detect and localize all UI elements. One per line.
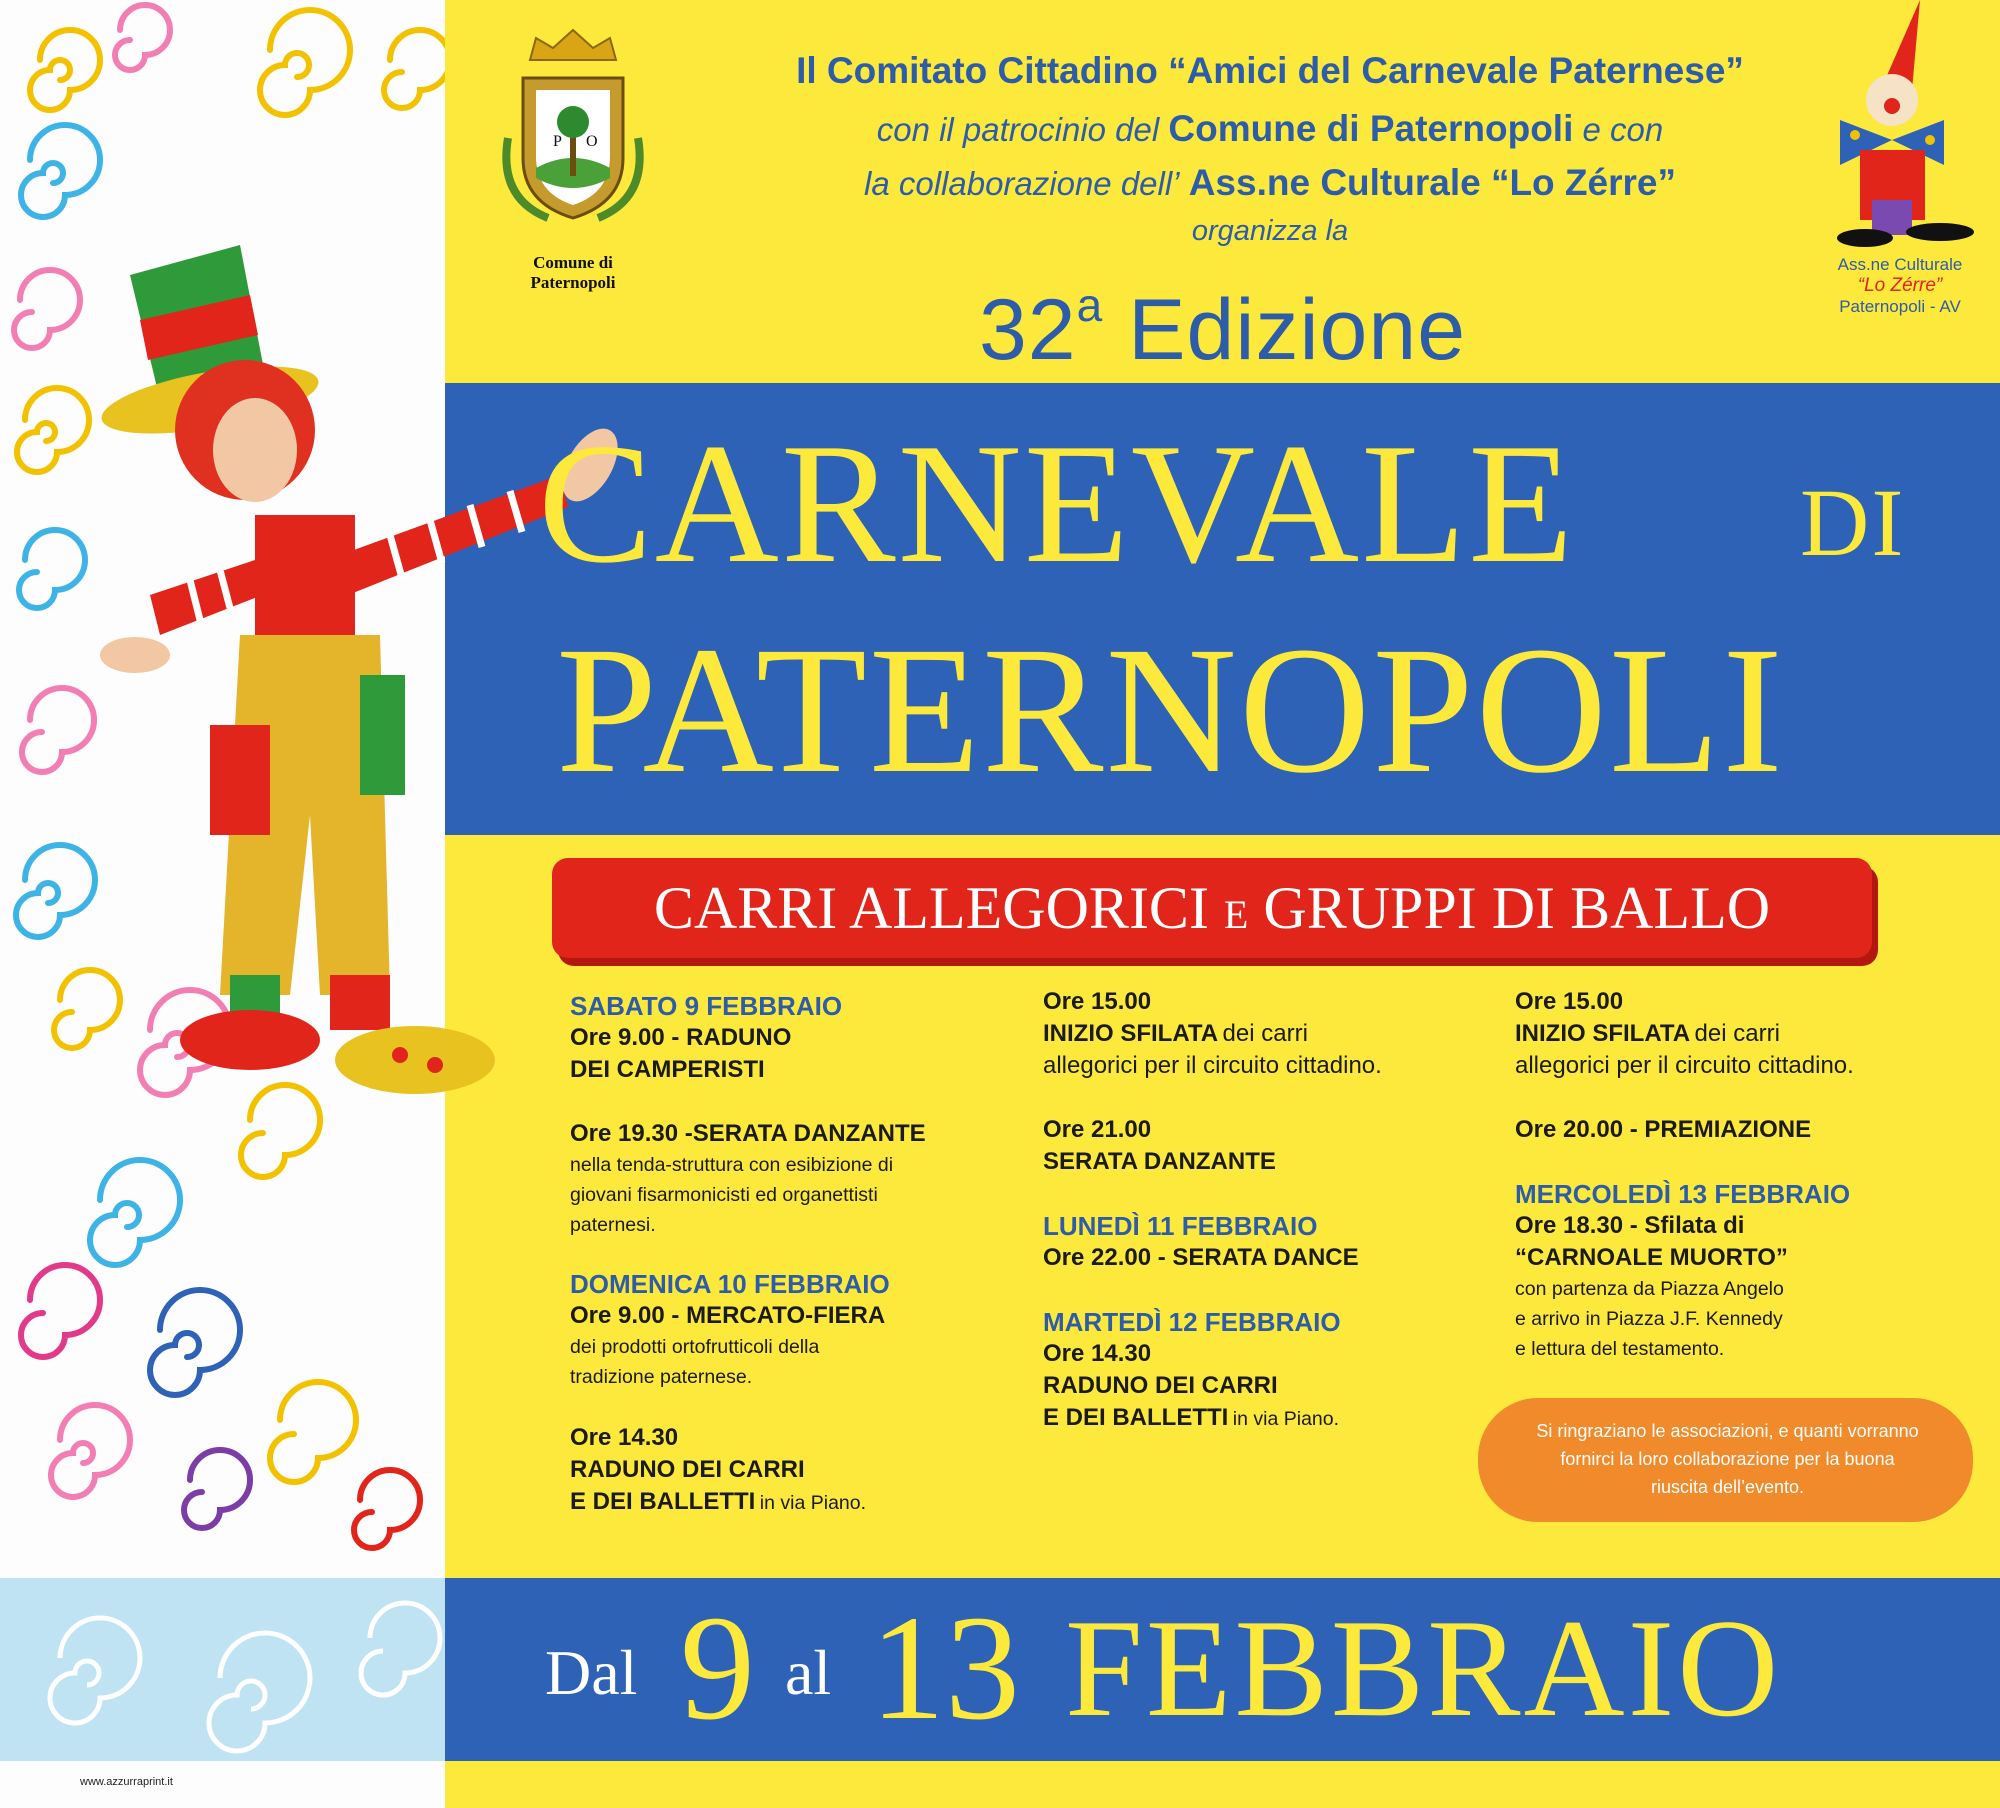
event-line: “CARNOALE MUORTO” [1515, 1244, 1788, 1271]
event-line: Ore 9.00 - RADUNO [570, 1024, 792, 1051]
emblem-label-line1: Comune di [533, 253, 613, 272]
subtitle-conjunction: E [1223, 892, 1249, 937]
event-line: Ore 15.00 [1043, 988, 1152, 1015]
day-heading: MERCOLEDÌ 13 FEBBRAIO [1515, 1179, 1851, 1209]
event-line [1043, 1402, 1483, 1434]
day-heading: LUNEDÌ 11 FEBBRAIO [1043, 1211, 1318, 1241]
subtitle-text [552, 860, 1872, 963]
dates-dal: Dal [545, 1637, 638, 1708]
event-line-bold: E DEI BALLETTI [570, 1488, 756, 1515]
program-column-2 [1043, 986, 1483, 1434]
event-title: Ore 9.00 - MERCATO-FIERA [570, 1302, 886, 1329]
day-heading: SABATO 9 FEBBRAIO [570, 991, 843, 1021]
event-line: Ore 21.00 [1043, 1116, 1152, 1143]
subtitle-part-2: GRUPPI DI BALLO [1263, 875, 1771, 941]
header-line-3-pre: la collaborazione dell’ [864, 165, 1180, 202]
dates-al: al [785, 1637, 832, 1708]
title-di: DI [1800, 469, 1906, 576]
header-line-3-bold: Ass.ne Culturale “Lo Zérre” [1188, 162, 1676, 203]
thanks-text [1500, 1417, 1955, 1501]
edition-number: 32 [978, 282, 1077, 378]
header-line-1: Il Comitato Cittadino “Amici del Carnevale Paternese” [796, 50, 1744, 91]
association-line3: Paternopoli - AV [1839, 297, 1961, 316]
day-heading: MARTEDÌ 12 FEBBRAIO [1043, 1307, 1341, 1337]
event-line: RADUNO DEI CARRI [1043, 1372, 1278, 1399]
event-text: giovani fisarmonicisti ed organettisti [570, 1184, 878, 1206]
event-line [1043, 1018, 1483, 1050]
edition-superscript: a [1076, 279, 1104, 331]
svg-text:O: O [586, 133, 598, 150]
event-text: tradizione paternese. [570, 1366, 753, 1388]
svg-text:P: P [553, 133, 562, 150]
event-text: e arrivo in Piazza J.F. Kennedy [1515, 1308, 1783, 1330]
thanks-line: Si ringraziano le associazioni, e quanti vorranno [1536, 1421, 1919, 1441]
header-line-2 [620, 108, 1920, 150]
swirl-pattern-bottom [0, 1578, 445, 1761]
event-line-bold: E DEI BALLETTI [1043, 1404, 1229, 1431]
event-line-rest: in via Piano. [759, 1492, 867, 1514]
event-text: paternesi. [570, 1214, 656, 1236]
event-text: allegorici per il circuito cittadino. [1515, 1052, 1854, 1079]
event-line: Ore 22.00 - SERATA DANCE [1043, 1244, 1359, 1271]
association-line2: “Lo Zérre” [1857, 275, 1943, 296]
subtitle-part-1: CARRI ALLEGORICI [653, 875, 1209, 941]
header-line-2-bold: Comune di Paternopoli [1168, 108, 1574, 149]
header-line-2-pre: con il patrocinio del [876, 111, 1160, 148]
event-title: Ore 19.30 -SERATA DANZANTE [570, 1120, 926, 1147]
header-line-3 [620, 162, 1920, 204]
dates-banner [445, 1578, 2000, 1761]
event-line [1515, 1018, 1975, 1050]
event-text: e lettura del testamento. [1515, 1338, 1725, 1360]
event-line-rest: dei carri [1694, 1020, 1780, 1047]
dates-end-day: 13 [870, 1585, 1020, 1751]
title-word-2: PATERNOPOLI [556, 610, 1785, 811]
emblem-label-line2: Paternopoli [530, 273, 616, 292]
event-text: con partenza da Piazza Angelo [1515, 1278, 1784, 1300]
title-word-1: CARNEVALE [538, 409, 1576, 599]
event-line: Ore 14.30 [570, 1424, 679, 1451]
event-line: RADUNO DEI CARRI [570, 1456, 805, 1483]
event-line: Ore 18.30 - Sfilata di [1515, 1212, 1745, 1239]
event-line-rest: in via Piano. [1232, 1408, 1340, 1430]
event-line-rest: dei carri [1222, 1020, 1308, 1047]
edition-word: Edizione [1128, 282, 1467, 378]
thanks-line: riuscita dell’evento. [1650, 1477, 1805, 1497]
event-line: Ore 14.30 [1043, 1340, 1152, 1367]
event-line-bold: INIZIO SFILATA [1515, 1020, 1691, 1047]
dates-month: FEBBRAIO [1065, 1591, 1782, 1746]
event-line: SERATA DANZANTE [1043, 1148, 1276, 1175]
event-text: allegorici per il circuito cittadino. [1043, 1052, 1382, 1079]
event-line-bold: INIZIO SFILATA [1043, 1020, 1219, 1047]
event-line: Ore 20.00 - PREMIAZIONE [1515, 1116, 1812, 1143]
event-line: Ore 15.00 [1515, 988, 1624, 1015]
dates-start-day: 9 [680, 1585, 755, 1751]
header-line-4: organizza la [1191, 215, 1349, 247]
event-line [570, 1486, 1010, 1518]
event-text: dei prodotti ortofrutticoli della [570, 1336, 820, 1358]
event-text: nella tenda-struttura con esibizione di [570, 1154, 894, 1176]
thanks-line: fornirci la loro collaborazione per la buona [1560, 1449, 1895, 1469]
bottom-swirl-band [0, 1578, 445, 1761]
event-line: DEI CAMPERISTI [570, 1056, 765, 1083]
program-column-1 [570, 990, 1010, 1518]
day-heading: DOMENICA 10 FEBBRAIO [570, 1269, 890, 1299]
printer-website: www.azzurraprint.it [80, 1776, 173, 1788]
association-line1: Ass.ne Culturale [1837, 255, 1963, 274]
header-line-2-post: e con [1582, 111, 1664, 148]
program-column-3 [1515, 986, 1975, 1364]
edition-heading [445, 278, 2000, 380]
